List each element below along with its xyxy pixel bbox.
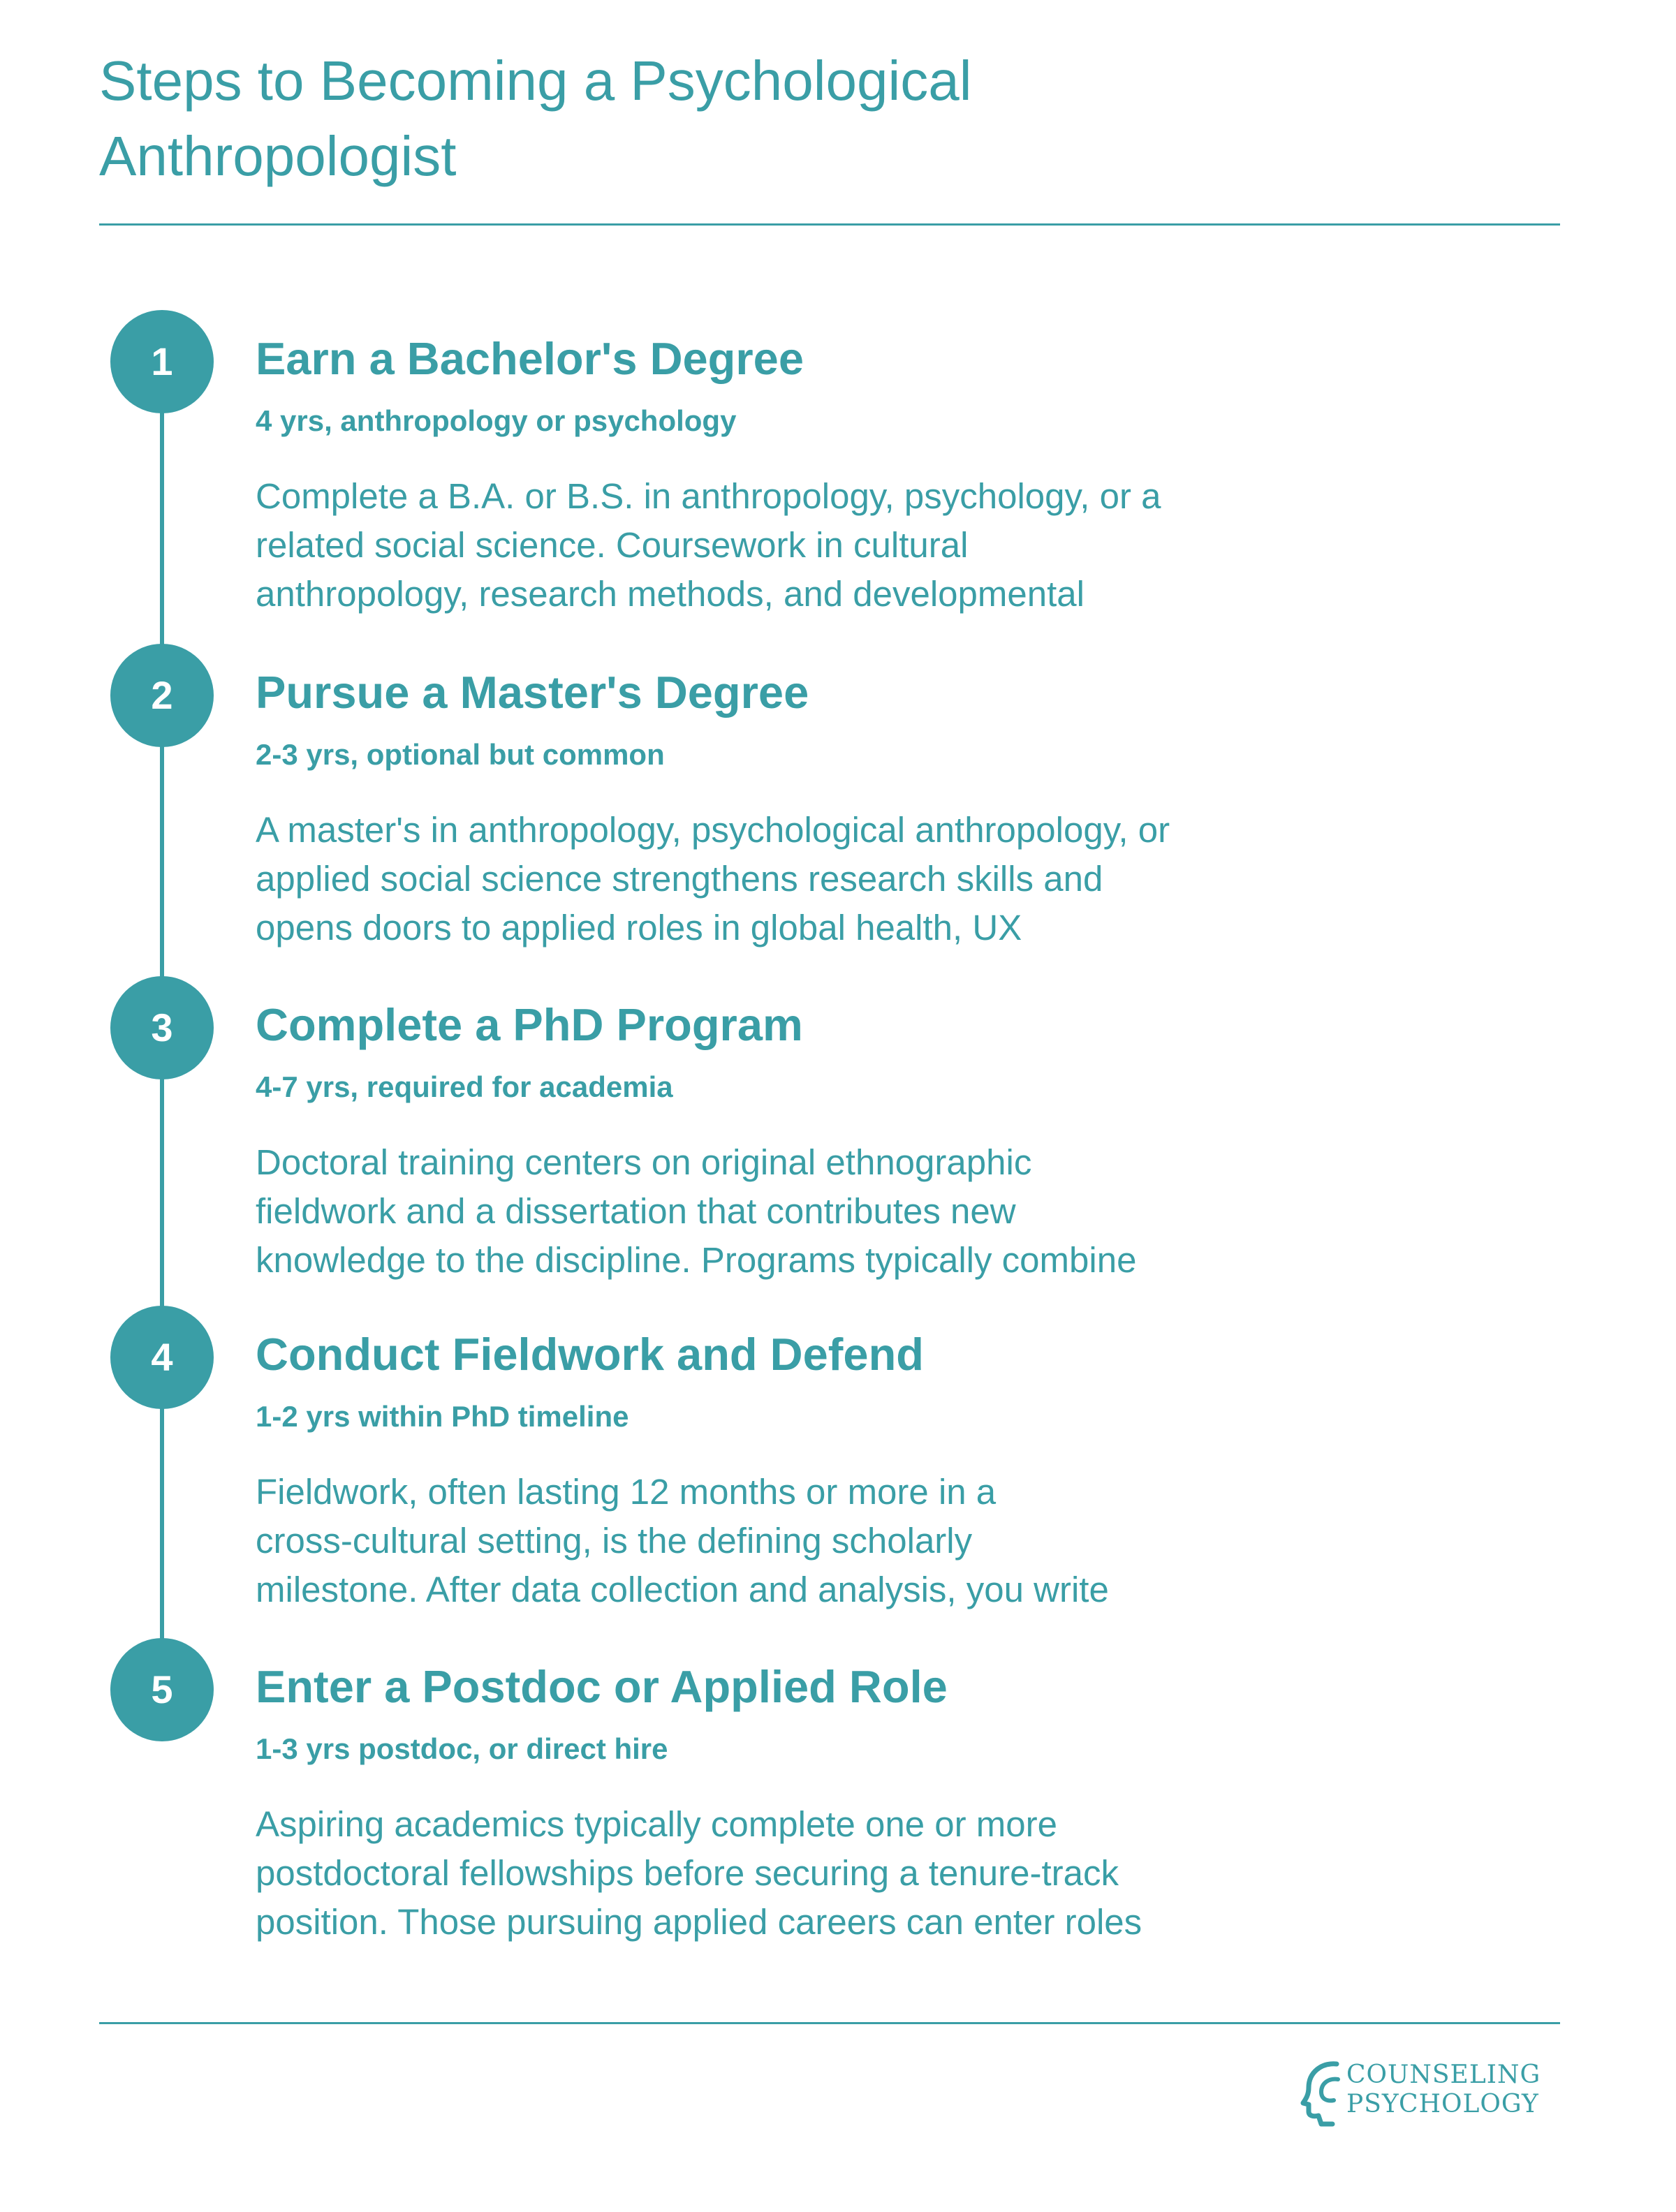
step-description-line: postdoctoral fellowships before securing a tenure-track: [256, 1853, 1119, 1893]
step-duration: 4 yrs, anthropology or psychology: [256, 404, 737, 437]
step-number-badge: 3: [110, 976, 214, 1079]
page-title: Steps to Becoming a Psychological Anthropologist: [99, 50, 972, 187]
step-title: Complete a PhD Program: [256, 999, 803, 1050]
step-description-line: Complete a B.A. or B.S. in anthropology, psychology, or a: [256, 476, 1161, 516]
step-title: Pursue a Master's Degree: [256, 667, 809, 718]
step-description-line: anthropology, research methods, and developmental: [256, 574, 1085, 614]
step-description: [256, 1800, 1303, 1947]
step-description-line: cross-cultural setting, is the defining scholarly: [256, 1521, 973, 1561]
step-title: Earn a Bachelor's Degree: [256, 333, 804, 384]
step-description-line: Doctoral training centers on original ethnographic: [256, 1142, 1032, 1182]
logo-text-psychology: PSYCHOLOGY: [1346, 2090, 1539, 2118]
step-duration: 4-7 yrs, required for academia: [256, 1070, 673, 1103]
step-description-line: Fieldwork, often lasting 12 months or more in a: [256, 1472, 997, 1512]
step-description-line: position. Those pursuing applied careers can enter roles: [256, 1902, 1142, 1942]
step-title: Enter a Postdoc or Applied Role: [256, 1661, 948, 1712]
step-description-line: A master's in anthropology, psychological anthropology, or: [256, 810, 1170, 850]
logo-text-counseling: COUNSELING: [1346, 2060, 1541, 2089]
step-duration: 2-3 yrs, optional but common: [256, 738, 665, 771]
step-description-line: knowledge to the discipline. Programs typically combine: [256, 1240, 1137, 1280]
step-duration: 1-2 yrs within PhD timeline: [256, 1400, 629, 1433]
step-number-badge: 1: [110, 310, 214, 413]
step-number-badge: 2: [110, 644, 214, 747]
step-duration: 1-3 yrs postdoc, or direct hire: [256, 1732, 668, 1765]
head-profile-icon: [1300, 2058, 1349, 2128]
step-description: [256, 806, 1303, 952]
step-description-line: Aspiring academics typically complete one or more: [256, 1804, 1057, 1844]
step-description: [256, 1468, 1303, 1614]
step-description-line: milestone. After data collection and analysis, you write: [256, 1570, 1109, 1609]
step-description-line: related social science. Coursework in cultural: [256, 525, 969, 565]
header-divider: [99, 223, 1560, 226]
step-number-badge: 5: [110, 1638, 214, 1741]
footer-divider: [99, 2022, 1560, 2024]
step-description: [256, 472, 1303, 619]
step-description-line: applied social science strengthens research skills and: [256, 859, 1103, 899]
counseling-psychology-logo: [1300, 2058, 1580, 2135]
step-description-line: fieldwork and a dissertation that contributes new: [256, 1191, 1016, 1231]
step-description: [256, 1138, 1303, 1285]
step-number-badge: 4: [110, 1306, 214, 1409]
step-title: Conduct Fieldwork and Defend: [256, 1329, 924, 1380]
step-description-line: opens doors to applied roles in global health, UX: [256, 908, 1022, 948]
